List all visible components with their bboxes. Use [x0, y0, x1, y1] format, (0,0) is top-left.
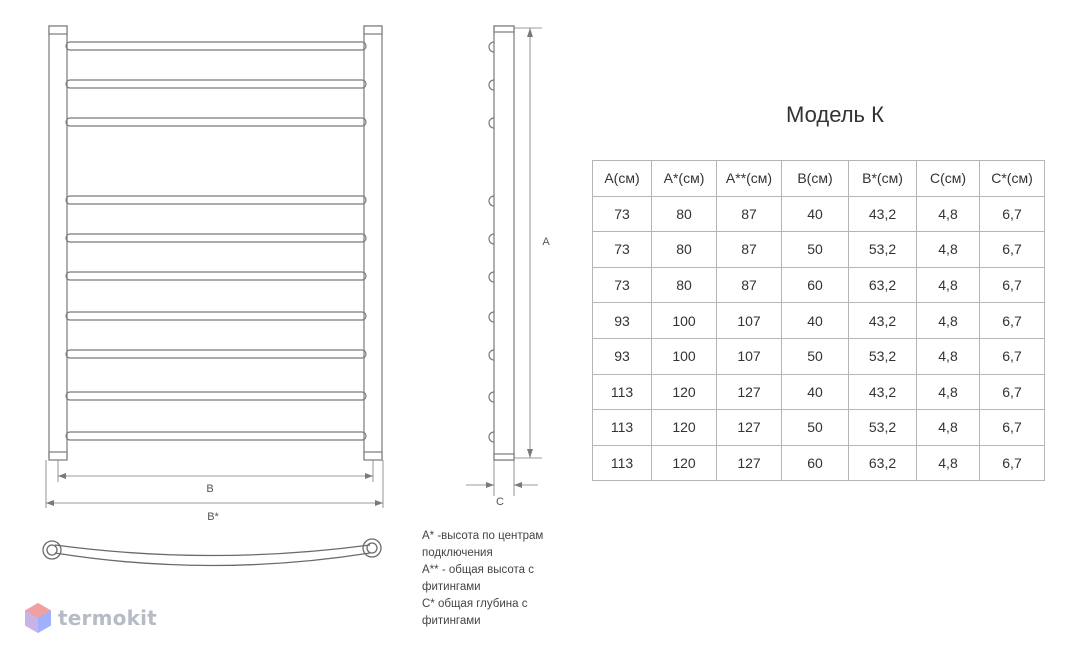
dimensions-table	[592, 160, 1045, 481]
table-cell: 120	[652, 374, 717, 410]
model-title: Модель К	[786, 102, 884, 127]
table-cell: 107	[717, 338, 782, 374]
table-cell: 113	[593, 410, 652, 446]
column-header: C*(см)	[980, 161, 1045, 197]
front-view	[46, 26, 383, 508]
note-a-double-star: A** - общая высота с фитингами	[422, 564, 534, 593]
table-cell: 50	[782, 232, 849, 268]
table-cell: 53,2	[849, 338, 917, 374]
table-cell: 40	[782, 374, 849, 410]
table-cell: 87	[717, 196, 782, 232]
table-cell: 63,2	[849, 445, 917, 481]
table-cell: 43,2	[849, 374, 917, 410]
table-row	[593, 303, 1045, 339]
table-cell: 4,8	[917, 338, 980, 374]
table-cell: 6,7	[980, 267, 1045, 303]
note-a-star: A* -высота по центрам подключения	[422, 530, 544, 559]
hexagon-logo-icon	[24, 602, 52, 634]
table-cell: 100	[652, 338, 717, 374]
table-cell: 4,8	[917, 196, 980, 232]
rungs	[66, 42, 366, 440]
table-row	[593, 374, 1045, 410]
right-post	[364, 26, 382, 458]
table-cell: 87	[717, 232, 782, 268]
table-cell: 80	[652, 267, 717, 303]
table-cell: 40	[782, 196, 849, 232]
table-cell: 60	[782, 445, 849, 481]
table-cell: 73	[593, 232, 652, 268]
table-cell: 73	[593, 196, 652, 232]
table-cell: 6,7	[980, 410, 1045, 446]
table-row	[593, 338, 1045, 374]
table-cell: 4,8	[917, 267, 980, 303]
table-cell: 120	[652, 410, 717, 446]
table-cell: 43,2	[849, 303, 917, 339]
column-header: B*(см)	[849, 161, 917, 197]
table-cell: 4,8	[917, 410, 980, 446]
table-cell: 60	[782, 267, 849, 303]
table-row	[593, 445, 1045, 481]
side-post	[494, 26, 514, 460]
table-cell: 73	[593, 267, 652, 303]
table-cell: 127	[717, 410, 782, 446]
table-header-row	[593, 161, 1045, 197]
table-cell: 4,8	[917, 303, 980, 339]
table-cell: 4,8	[917, 445, 980, 481]
table-cell: 113	[593, 445, 652, 481]
left-post	[49, 26, 67, 458]
table-row	[593, 232, 1045, 268]
table-cell: 4,8	[917, 232, 980, 268]
dimension-label-b: B	[206, 483, 214, 495]
column-header: C(см)	[917, 161, 980, 197]
table-cell: 80	[652, 196, 717, 232]
brand-watermark	[24, 600, 157, 636]
table-cell: 107	[717, 303, 782, 339]
table-row	[593, 410, 1045, 446]
table-cell: 50	[782, 338, 849, 374]
legend-notes	[422, 528, 582, 630]
table-cell: 127	[717, 445, 782, 481]
column-header: A(см)	[593, 161, 652, 197]
table-cell: 53,2	[849, 232, 917, 268]
dimension-label-b-star: B*	[207, 511, 219, 523]
note-c-star: C* общая глубина с фитингами	[422, 598, 528, 627]
table-body	[593, 196, 1045, 481]
table-row	[593, 196, 1045, 232]
table-row	[593, 267, 1045, 303]
table-cell: 6,7	[980, 445, 1045, 481]
table-cell: 63,2	[849, 267, 917, 303]
dimension-label-c: C	[496, 496, 504, 508]
table-cell: 6,7	[980, 196, 1045, 232]
table-cell: 4,8	[917, 374, 980, 410]
table-cell: 93	[593, 303, 652, 339]
table-cell: 93	[593, 338, 652, 374]
table-cell: 120	[652, 445, 717, 481]
table-cell: 6,7	[980, 338, 1045, 374]
brand-name: termokit	[58, 606, 157, 630]
table-cell: 87	[717, 267, 782, 303]
table-cell: 40	[782, 303, 849, 339]
table-cell: 113	[593, 374, 652, 410]
table-cell: 100	[652, 303, 717, 339]
table-cell: 127	[717, 374, 782, 410]
table-cell: 6,7	[980, 232, 1045, 268]
side-view	[466, 26, 542, 496]
table-cell: 53,2	[849, 410, 917, 446]
table-cell: 6,7	[980, 303, 1045, 339]
column-header: B(см)	[782, 161, 849, 197]
top-view	[43, 539, 381, 566]
dimension-label-a: A	[542, 236, 550, 248]
rung-profiles	[489, 42, 494, 442]
table-cell: 43,2	[849, 196, 917, 232]
table-cell: 80	[652, 232, 717, 268]
table-cell: 50	[782, 410, 849, 446]
column-header: A*(см)	[652, 161, 717, 197]
column-header: A**(см)	[717, 161, 782, 197]
table-cell: 6,7	[980, 374, 1045, 410]
